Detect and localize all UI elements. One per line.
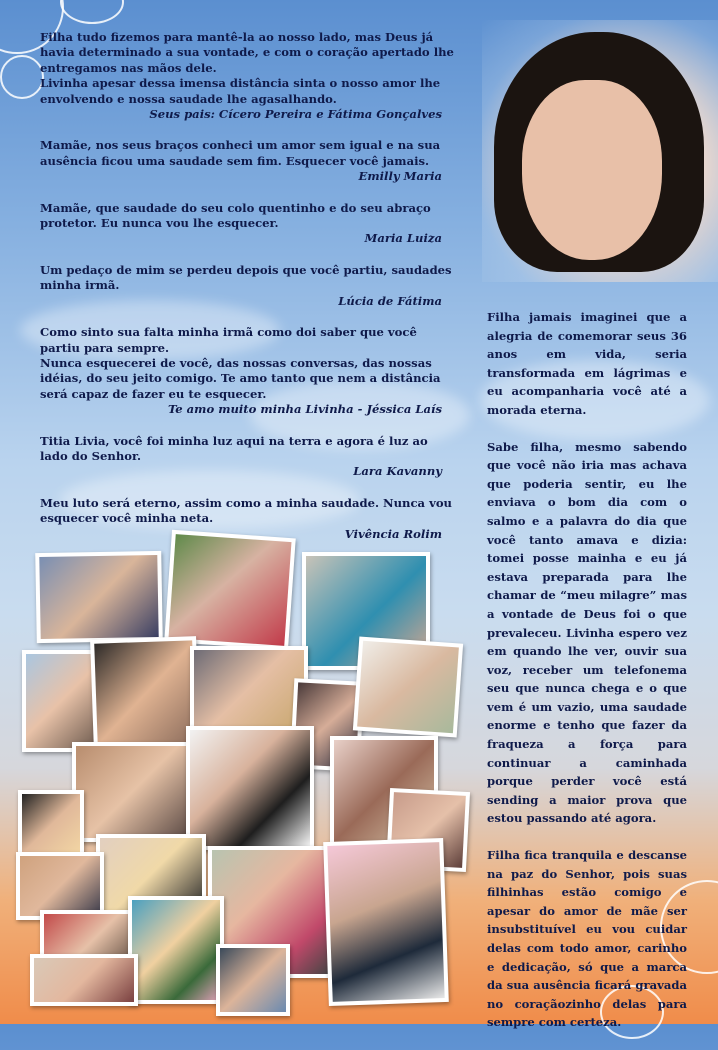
message-paragraph: Como sinto sua falta minha irmã como doi saber que você partiu para sempre. [40,325,417,355]
collage-photo [128,896,224,1004]
letter-paragraph: Filha fica tranquila e descanse na paz do Senhor, pois suas filhinhas estão comigo e apesar do amor de mãe ser insubstituível eu vou cuidar delas com todo amor, carinho e dedicação, só que a marca da sua ausência ficará gravada no coraçãozinho delas para sempre com certeza. [487,848,687,1030]
swirl-ornament-icon [60,0,124,24]
mother-letter [487,308,687,1050]
letter-paragraph: Sabe filha, mesmo sabendo que você não iria mas achava que poderia sentir, eu lhe enviava o bom dia com o salmo e a palavra do dia que você tanto amava e dizia: tomei posse mainha e eu já estava preparada para lhe chamar de “meu milagre” mas a vontade de Deus foi o que prevaleceu. Livinha espero vez em quando lhe ver, ouvir sua voz, receber um telefonema seu que nunca chega e o que vem é um vazio, uma saudade enorme e tenho que fazer da fraqueza a força para continuar a caminhada porque perder você está sending a maior prova que estou passando até agora. [487,439,687,826]
message-block [40,325,454,417]
message-paragraph: Nunca esquecerei de você, das nossas conversas, das nossas idéias, do seu jeito comigo. Te amo tanto que nem a distância será capaz de fazer eu te esquecer. [40,355,441,401]
message-paragraph: Titia Livia, você foi minha luz aqui na terra e agora é luz ao lado do Senhor. [40,433,428,463]
collage-photo [186,726,314,850]
message-paragraph: Filha tudo fizemos para mantê-la ao nosso lado, mas Deus já havia determinado a sua vontade, e com o coração apertado lhe entregamos nas mãos dele. [40,30,454,75]
collage-photo [353,636,463,737]
message-paragraph: Mamãe, que saudade do seu colo quentinho e do seu abraço protetor. Eu nunca vou lhe esquecer. [40,200,431,231]
collage-photo [30,954,138,1006]
collage-photo [190,646,308,730]
message-block [40,201,454,247]
message-paragraph: Mamãe, nos seus braços conheci um amor sem igual e na sua ausência ficou uma saudade sem fim. Esquecer você jamais. [40,138,441,168]
message-signature: Maria Luiza [364,231,442,246]
collage-photo [35,551,163,643]
collage-photo [216,944,290,1016]
message-signature: Vivência Rolim [344,526,442,541]
collage-photo [323,838,449,1006]
message-signature: Lúcia de Fátima [338,293,442,308]
message-signature: Seus pais: Cícero Pereira e Fátima Gonçalves [149,107,442,122]
portrait-face [522,80,662,260]
message-paragraph: Livinha apesar dessa imensa distância sinta o nosso amor lhe envolvendo e nossa saudade lhe agasalhando. [40,76,441,106]
message-signature: Lara Kavanny [353,464,442,479]
message-block [40,138,454,184]
message-signature: Emilly Maria [358,169,442,184]
letter-paragraph: Filha jamais imaginei que a alegria de comemorar seus 36 anos em vida, seria transformada em lágrimas e eu acompanharia você até a morada eterna. [487,310,687,417]
collage-photo [90,636,200,752]
swirl-ornament-icon [0,55,44,99]
message-paragraph: Um pedaço de mim se perdeu depois que você partiu, saudades minha irmã. [40,262,452,293]
messages-column [40,30,454,558]
message-signature: Te amo muito minha Livinha - Jéssica Laís [167,402,442,417]
message-block [40,434,454,480]
message-block [40,263,454,309]
collage-photo [22,650,100,752]
message-paragraph: Meu luto será eterno, assim como a minha saudade. Nunca vou esquecer você minha neta. [40,495,452,526]
collage-photo [18,790,84,860]
portrait-photo [482,20,718,282]
collage-photo [72,742,192,842]
collage-photo [164,530,296,650]
message-block [40,30,454,122]
